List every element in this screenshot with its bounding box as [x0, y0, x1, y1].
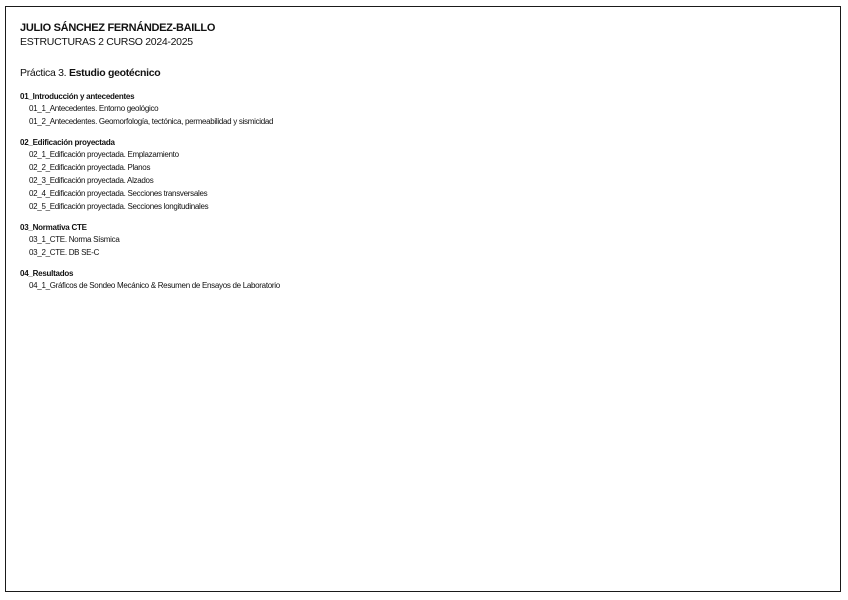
- toc-item: 02_4_Edificación proyectada. Secciones transversales: [29, 189, 208, 198]
- practice-title: Estudio geotécnico: [68, 67, 161, 79]
- toc-item: 01_2_Antecedentes. Geomorfología, tectónica, permeabilidad y sismicidad: [29, 117, 274, 126]
- toc-item: 02_3_Edificación proyectada. Alzados: [29, 176, 154, 185]
- author-name: JULIO SÁNCHEZ FERNÁNDEZ-BAILLO: [20, 22, 216, 34]
- toc-item: 04_1_Gráficos de Sondeo Mecánico & Resumen de Ensayos de Laboratorio: [29, 281, 280, 290]
- toc-section-01: [20, 91, 800, 128]
- toc-item: 03_2_CTE. DB SE-C: [29, 248, 100, 257]
- toc-item: 03_1_CTE. Norma Sísmica: [29, 235, 120, 244]
- practice-heading: [20, 66, 160, 80]
- toc-item: 02_1_Edificación proyectada. Emplazamiento: [29, 150, 179, 159]
- toc-section-03: [20, 222, 800, 259]
- toc-section-title: 01_Introducción y antecedentes: [20, 92, 135, 101]
- practice-number: Práctica 3.: [20, 67, 67, 79]
- toc-item: 02_2_Edificación proyectada. Planos: [29, 163, 151, 172]
- toc-section-02: [20, 137, 800, 213]
- course-title: ESTRUCTURAS 2 CURSO 2024-2025: [20, 36, 193, 48]
- toc-section-title: 04_Resultados: [20, 269, 74, 278]
- document-page: [5, 6, 841, 592]
- toc-section-04: [20, 268, 800, 292]
- toc-item: 01_1_Antecedentes. Entorno geológico: [29, 104, 159, 113]
- table-of-contents: [20, 91, 800, 301]
- toc-section-title: 03_Normativa CTE: [20, 223, 87, 232]
- toc-section-title: 02_Edificación proyectada: [20, 138, 115, 147]
- toc-item: 02_5_Edificación proyectada. Secciones longitudinales: [29, 202, 209, 211]
